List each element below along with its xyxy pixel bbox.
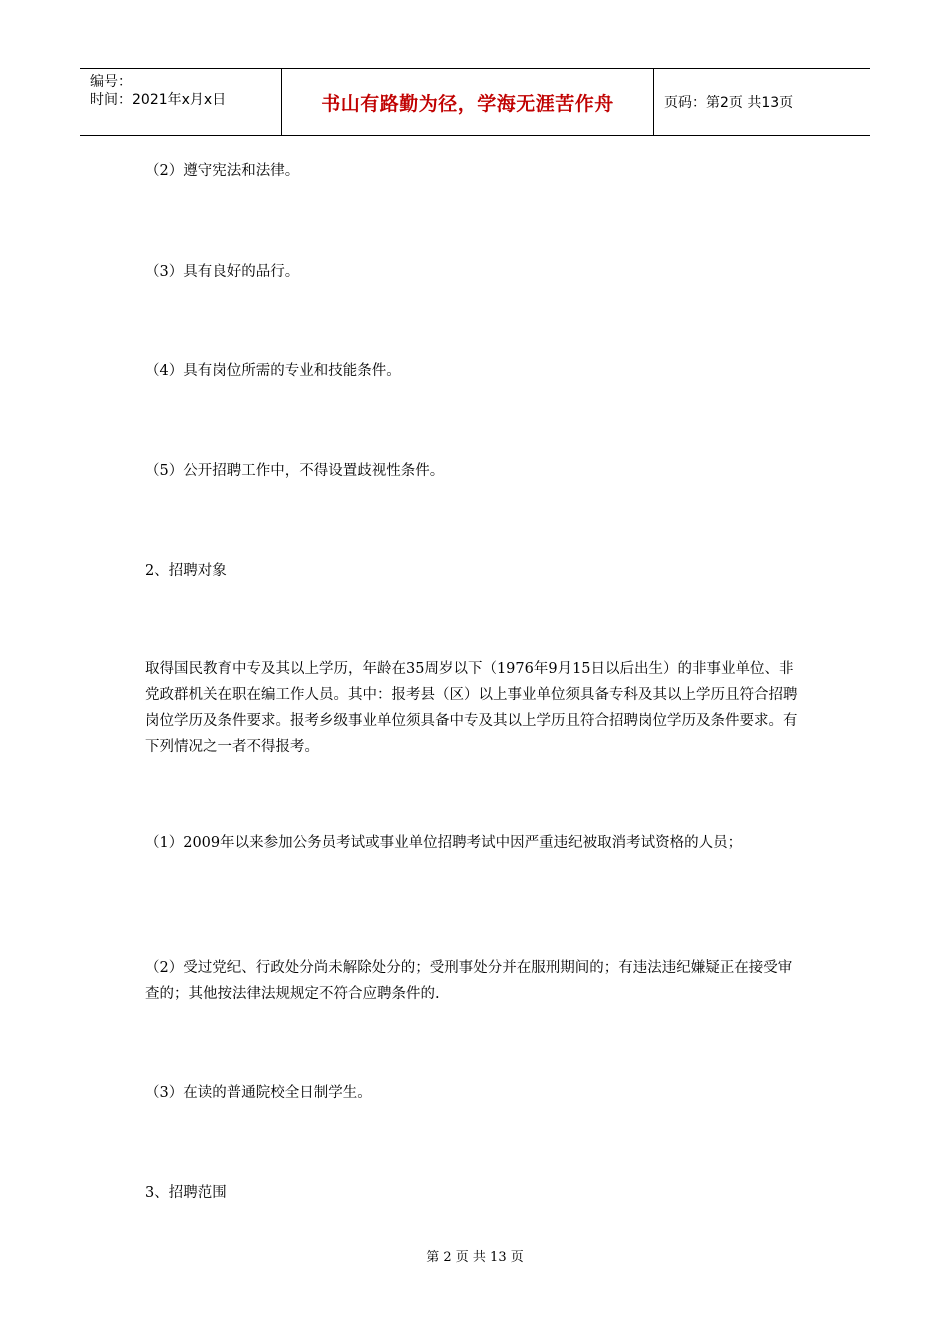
paragraph-condition-3: （3）具有良好的品行。 [145,264,300,280]
paragraph-condition-2: （2）遵守宪法和法律。 [145,163,300,179]
paragraph-condition-4: （4）具有岗位所需的专业和技能条件。 [145,363,401,379]
paragraph-exclusion-2: （2）受过党纪、行政处分尚未解除处分的；受刑事处分并在服刑期间的；有违法违纪嫌疑正在接受审查的；其他按法律法规规定不符合应聘条件的. [145,960,793,1002]
paragraph-exclusion-3: （3）在读的普通院校全日制学生。 [145,1085,372,1101]
page-header [80,68,870,136]
paragraph-recruitment-target: 取得国民教育中专及其以上学历，年龄在35周岁以下（1976年9月15日以后出生）的非事业单位、非党政群机关在职在编工作人员。其中：报考县（区）以上事业单位须具备专科及其以上学历且符合招聘岗位学历及条件要求。报考乡级事业单位须具备中专及其以上学历且符合招聘岗位学历及条件要求。有下列情况之一者不得报考。 [145,661,798,755]
section-heading-recruitment-scope: 3、招聘范围 [145,1185,227,1201]
footer-page-number: 第 2 页 共 13 页 [426,1250,524,1265]
paragraph-condition-5: （5）公开招聘工作中，不得设置歧视性条件。 [145,463,445,479]
header-motto: 书山有路勤为径，学海无涯苦作舟 [282,69,654,135]
document-time-label: 时间：2021年x月x日 [90,92,227,108]
header-page-info: 页码：第2页 共13页 [664,95,794,111]
section-heading-recruitment-target: 2、招聘对象 [145,563,227,579]
document-number-label: 编号： [90,74,132,90]
paragraph-exclusion-1: （1）2009年以来参加公务员考试或事业单位招聘考试中因严重违纪被取消考试资格的人员； [145,835,743,851]
page-footer [0,1246,950,1265]
header-meta [80,69,282,135]
